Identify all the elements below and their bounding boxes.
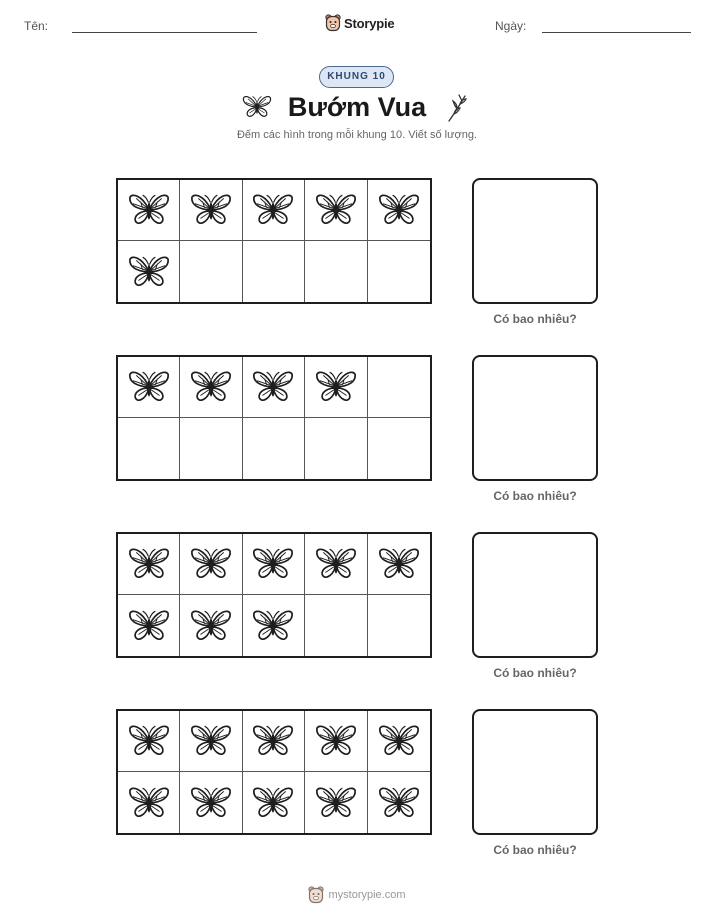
answer-box[interactable] [472, 709, 598, 835]
frame-cell [118, 711, 180, 772]
ten-frame [116, 355, 432, 481]
frame-cell [368, 711, 430, 772]
butterfly-icon [189, 546, 233, 582]
butterfly-icon [189, 723, 233, 759]
butterfly-icon [377, 546, 421, 582]
frame-cell [368, 595, 430, 656]
frame-cell [243, 357, 305, 418]
frame-cell [118, 418, 180, 479]
footer [0, 884, 714, 906]
frame-cell [118, 595, 180, 656]
frame-cell [368, 534, 430, 595]
butterfly-icon [377, 785, 421, 821]
frame-cell [118, 241, 180, 302]
frame-cell [118, 357, 180, 418]
answer-box[interactable] [472, 178, 598, 304]
butterfly-icon [127, 546, 171, 582]
butterfly-icon [251, 608, 295, 644]
page-title: Bướm Vua [287, 92, 427, 122]
frame-cell [118, 534, 180, 595]
butterfly-icon [251, 546, 295, 582]
frame-cell [243, 241, 305, 302]
title-row [0, 90, 714, 124]
frame-cell [305, 241, 367, 302]
answer-label: Có bao nhiêu? [493, 489, 577, 503]
frame-cell [305, 357, 367, 418]
frame-cell [368, 180, 430, 241]
butterfly-icon [127, 254, 171, 290]
butterfly-icon [189, 369, 233, 405]
storypie-bear-icon [308, 886, 324, 904]
answer-box[interactable] [472, 532, 598, 658]
frame-cell [118, 772, 180, 833]
butterfly-icon [314, 785, 358, 821]
frame-cell [243, 534, 305, 595]
name-line [72, 32, 257, 33]
frame-cell [180, 772, 242, 833]
butterfly-icon [127, 785, 171, 821]
butterfly-icon [127, 192, 171, 228]
frame-cell [180, 241, 242, 302]
butterfly-icon [127, 723, 171, 759]
frame-cell [243, 595, 305, 656]
butterfly-icon [314, 369, 358, 405]
brand-name: Storypie [344, 15, 395, 31]
frame-cell [243, 772, 305, 833]
date-label: Ngày: [495, 19, 527, 33]
frame-cell [180, 418, 242, 479]
frame-cell [305, 534, 367, 595]
butterfly-icon [189, 608, 233, 644]
frame-cell [180, 357, 242, 418]
frame-cell [305, 772, 367, 833]
butterfly-icon [314, 723, 358, 759]
name-label: Tên: [24, 19, 49, 33]
answer-box[interactable] [472, 355, 598, 481]
butterfly-icon [251, 369, 295, 405]
storypie-bear-icon [325, 14, 341, 32]
ten-frame [116, 709, 432, 835]
instructions: Đếm các hình trong mỗi khung 10. Viết số lượng. [236, 129, 477, 141]
frame-cell [243, 711, 305, 772]
frame-cell [180, 534, 242, 595]
butterfly-icon [377, 192, 421, 228]
answer-label: Có bao nhiêu? [493, 312, 577, 326]
frame-cell [305, 418, 367, 479]
frame-cell [368, 772, 430, 833]
frame-cell [180, 180, 242, 241]
frame-cell [368, 357, 430, 418]
worksheet-badge: KHUNG 10 [319, 66, 394, 88]
butterfly-icon [127, 608, 171, 644]
frame-cell [368, 241, 430, 302]
frame-cell [305, 595, 367, 656]
butterfly-icon [189, 192, 233, 228]
footer-url: mystorypie.com [328, 889, 406, 901]
answer-label: Có bao nhiêu? [493, 843, 577, 857]
frame-cell [243, 418, 305, 479]
frame-cell [118, 180, 180, 241]
ten-frame [116, 532, 432, 658]
frame-cell [305, 711, 367, 772]
answer-label: Có bao nhiêu? [493, 666, 577, 680]
butterfly-icon [377, 723, 421, 759]
butterfly-icon [314, 546, 358, 582]
butterfly-icon [127, 369, 171, 405]
frame-cell [180, 595, 242, 656]
butterfly-icon [189, 785, 233, 821]
butterfly-icon [251, 723, 295, 759]
ten-frame [116, 178, 432, 304]
frame-cell [180, 711, 242, 772]
date-line [542, 32, 691, 33]
brand [325, 13, 394, 33]
twig-icon [445, 93, 469, 128]
frame-cell [368, 418, 430, 479]
butterfly-icon [251, 192, 295, 228]
butterfly-icon [251, 785, 295, 821]
frame-cell [243, 180, 305, 241]
frame-cell [305, 180, 367, 241]
butterfly-icon [314, 192, 358, 228]
